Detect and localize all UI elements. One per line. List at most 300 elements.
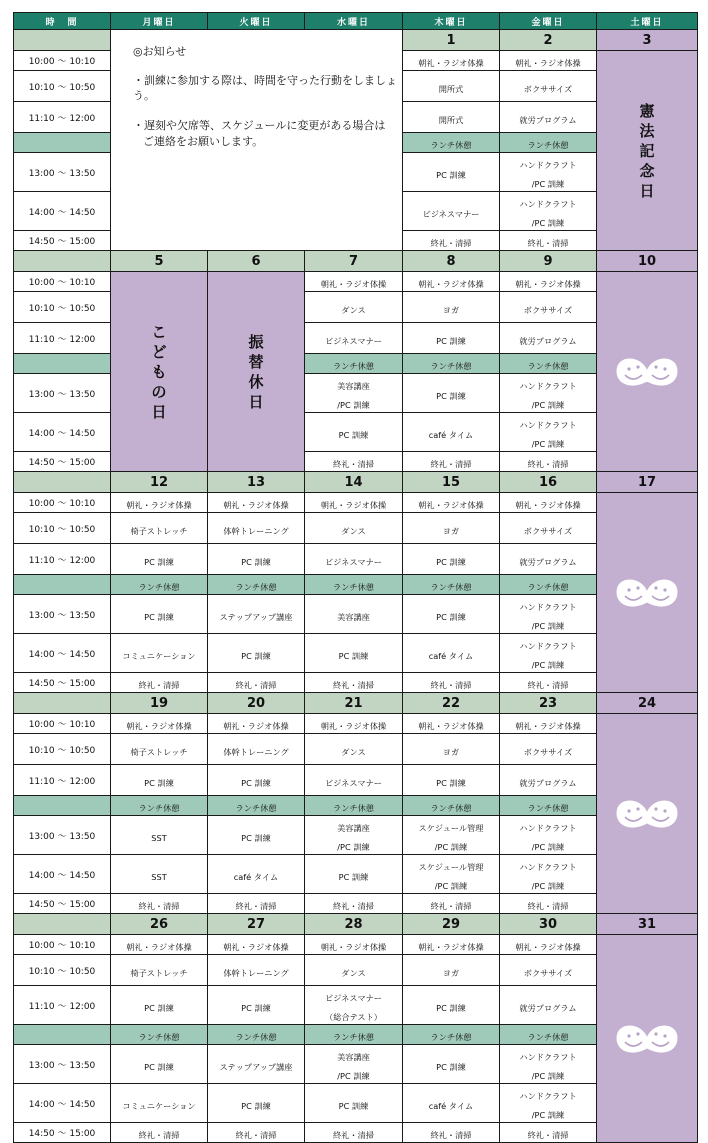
lunch-label: ランチ休憩 (235, 803, 277, 813)
event-label: 終礼・清掃 (235, 1130, 277, 1140)
lunch-cell (305, 575, 403, 595)
schedule-cell (111, 734, 208, 765)
schedule-cell (500, 765, 597, 796)
schedule-cell (305, 323, 403, 354)
event-label: 終礼・清掃 (333, 901, 374, 911)
time-label: 10:10 ～ 10:50 (14, 71, 111, 102)
time-label: 11:10 ～ 12:00 (14, 986, 111, 1025)
event-label: 朝礼・ラジオ体操 (320, 942, 387, 952)
schedule-cell (111, 855, 208, 894)
event-label: PC 訓練 (436, 777, 466, 788)
time-slot-row (14, 955, 698, 986)
lunch-label: ランチ休憩 (430, 1032, 472, 1042)
date-cell: 30 (500, 914, 597, 935)
schedule-cell (305, 955, 403, 986)
schedule-table (13, 12, 698, 1143)
event-label: ダンス (341, 746, 366, 757)
header-time: 時 間 (14, 13, 111, 30)
lunch-cell (403, 354, 500, 374)
time-label: 14:00 ～ 14:50 (14, 192, 111, 231)
event-label: PC 訓練 (241, 1002, 271, 1013)
event-label: 終礼・清掃 (527, 680, 569, 690)
date-cell: 20 (208, 693, 305, 714)
time-label: 13:00 ～ 13:50 (14, 153, 111, 192)
header-sat: 土曜日 (597, 13, 698, 30)
event-label: café タイム (233, 871, 279, 882)
date-cell: 26 (111, 914, 208, 935)
schedule-cell (500, 51, 597, 71)
schedule-cell (305, 595, 403, 634)
event-label: ヨガ (442, 525, 460, 536)
lunch-cell (305, 796, 403, 816)
event-label: ダンス (341, 967, 366, 978)
time-slot-row (14, 1123, 698, 1143)
event-label: 就労プログラム (519, 1002, 577, 1013)
notice-box (111, 30, 403, 251)
event-label: 就労プログラム (519, 114, 577, 125)
event-label: PC 訓練 (436, 390, 466, 401)
schedule-cell (305, 513, 403, 544)
schedule-cell (403, 292, 500, 323)
lunch-label: ランチ休憩 (138, 803, 180, 813)
event-label: ハンドクラフト /PC 訓練 (519, 199, 577, 228)
event-label: 朝礼・ラジオ体操 (223, 721, 289, 731)
event-label: ボクササイズ (523, 83, 573, 94)
schedule-cell (111, 513, 208, 544)
event-label: 朝礼・ラジオ体操 (515, 500, 581, 510)
schedule-cell (500, 1045, 597, 1084)
event-label: PC 訓練 (144, 1002, 174, 1013)
event-label: PC 訓練 (241, 556, 271, 567)
schedule-cell (111, 765, 208, 796)
date-row-time (14, 251, 111, 272)
event-label: 椅子ストレッチ (130, 746, 188, 757)
schedule-cell (403, 544, 500, 575)
time-slot-row (14, 673, 698, 693)
schedule-cell (111, 1084, 208, 1123)
date-cell: 14 (305, 472, 403, 493)
time-label: 10:10 ～ 10:50 (14, 734, 111, 765)
notice-line: ご連絡をお願いします。 (143, 135, 264, 148)
schedule-cell (500, 1123, 597, 1143)
schedule-cell (403, 673, 500, 693)
schedule-cell (111, 816, 208, 855)
event-label: ハンドクラフト /PC 訓練 (519, 823, 577, 852)
date-cell: 23 (500, 693, 597, 714)
event-label: ハンドクラフト /PC 訓練 (519, 381, 577, 410)
event-label: 朝礼・ラジオ体操 (223, 942, 289, 952)
lunch-cell (403, 796, 500, 816)
schedule-cell (305, 734, 403, 765)
event-label: 朝礼・ラジオ体操 (320, 500, 387, 510)
schedule-cell (500, 231, 597, 251)
lunch-cell (111, 1025, 208, 1045)
time-slot-row (14, 765, 698, 796)
event-label: 朝礼・ラジオ体操 (223, 500, 289, 510)
schedule-cell (305, 986, 403, 1025)
time-label: 13:00 ～ 13:50 (14, 595, 111, 634)
time-slot-row (14, 1025, 698, 1045)
event-label: ビジネスマナー （総合テスト） (325, 993, 382, 1022)
time-slot-row (14, 575, 698, 595)
event-label: ビジネスマナー (325, 777, 382, 788)
event-label: 朝礼・ラジオ体操 (320, 279, 387, 289)
event-label: 終礼・清掃 (430, 1130, 472, 1140)
event-label: 朝礼・ラジオ体操 (515, 279, 581, 289)
schedule-cell (403, 1084, 500, 1123)
event-label: 終礼・清掃 (333, 459, 374, 469)
event-label: 体幹トレーニング (223, 746, 289, 757)
time-slot-row (14, 544, 698, 575)
schedule-cell (208, 816, 305, 855)
event-label: 朝礼・ラジオ体操 (418, 500, 484, 510)
schedule-cell (111, 894, 208, 914)
schedule-cell (208, 544, 305, 575)
event-label: 終礼・清掃 (430, 459, 472, 469)
event-label: コミュニケーション (122, 1100, 196, 1111)
schedule-cell (403, 374, 500, 413)
event-label: SST (151, 832, 167, 843)
schedule-cell (305, 673, 403, 693)
event-label: café タイム (428, 429, 474, 440)
event-label: 朝礼・ラジオ体操 (418, 721, 484, 731)
notice-title: ◎お知らせ (133, 45, 187, 58)
event-label: 就労プログラム (519, 335, 577, 346)
schedule-cell (500, 413, 597, 452)
lunch-cell (403, 575, 500, 595)
schedule-cell (500, 374, 597, 413)
event-label: café タイム (428, 1100, 474, 1111)
schedule-cell (403, 734, 500, 765)
time-slot-row (14, 894, 698, 914)
schedule-cell (403, 595, 500, 634)
weekend-cell (597, 714, 698, 914)
schedule-cell (500, 71, 597, 102)
schedule-cell (403, 493, 500, 513)
lunch-cell (500, 575, 597, 595)
event-label: 終礼・清掃 (527, 901, 569, 911)
schedule-cell (305, 855, 403, 894)
schedule-cell (403, 71, 500, 102)
lunch-label: ランチ休憩 (333, 582, 374, 592)
schedule-cell (403, 935, 500, 955)
lunch-cell (305, 1025, 403, 1045)
event-label: ボクササイズ (523, 525, 573, 536)
time-slot-row (14, 714, 698, 734)
time-label: 10:00 ～ 10:10 (14, 272, 111, 292)
time-label: 14:50 ～ 15:00 (14, 894, 111, 914)
date-cell: 1 (403, 30, 500, 51)
header-mon: 月曜日 (111, 13, 208, 30)
time-slot-row (14, 855, 698, 894)
lunch-cell (500, 1025, 597, 1045)
event-label: 椅子ストレッチ (130, 525, 188, 536)
schedule-cell (500, 955, 597, 986)
event-label: ハンドクラフト /PC 訓練 (519, 420, 577, 449)
time-label: 13:00 ～ 13:50 (14, 816, 111, 855)
event-label: PC 訓練 (241, 650, 271, 661)
event-label: 終礼・清掃 (138, 680, 180, 690)
event-label: PC 訓練 (436, 335, 466, 346)
time-label: 13:00 ～ 13:50 (14, 374, 111, 413)
event-label: ハンドクラフト /PC 訓練 (519, 1091, 577, 1120)
event-label: ハンドクラフト /PC 訓練 (519, 641, 577, 670)
date-cell: 15 (403, 472, 500, 493)
notice-line: ・遅刻や欠席等、スケジュールに変更がある場合は (133, 119, 386, 132)
date-cell: 16 (500, 472, 597, 493)
date-cell: 8 (403, 251, 500, 272)
date-cell: 17 (597, 472, 698, 493)
smiling-faces-icon (611, 351, 683, 393)
schedule-cell (500, 734, 597, 765)
time-slot-row (14, 493, 698, 513)
schedule-cell (208, 673, 305, 693)
schedule-cell (500, 544, 597, 575)
schedule-cell (111, 673, 208, 693)
schedule-cell (500, 292, 597, 323)
event-label: 朝礼・ラジオ体操 (126, 942, 192, 952)
date-row-time (14, 30, 111, 51)
time-slot-row (14, 796, 698, 816)
header-thu: 木曜日 (403, 13, 500, 30)
event-label: 美容講座 /PC 訓練 (337, 823, 370, 852)
schedule-cell (305, 1045, 403, 1084)
schedule-cell (500, 513, 597, 544)
time-label: 10:10 ～ 10:50 (14, 955, 111, 986)
date-row-time (14, 472, 111, 493)
event-label: ハンドクラフト /PC 訓練 (519, 160, 577, 189)
time-label: 14:00 ～ 14:50 (14, 855, 111, 894)
date-row (14, 251, 698, 272)
schedule-cell (305, 452, 403, 472)
schedule-cell (403, 634, 500, 673)
time-label: 11:10 ～ 12:00 (14, 102, 111, 133)
schedule-cell (403, 765, 500, 796)
date-cell: 31 (597, 914, 698, 935)
holiday-cell (111, 272, 208, 472)
event-label: 朝礼・ラジオ体操 (418, 942, 484, 952)
holiday-label: こどもの日 (151, 322, 167, 421)
time-slot-row (14, 816, 698, 855)
lunch-label: ランチ休憩 (527, 1032, 569, 1042)
event-label: ハンドクラフト /PC 訓練 (519, 1052, 577, 1081)
date-cell: 6 (208, 251, 305, 272)
event-label: PC 訓練 (338, 871, 369, 882)
schedule-cell (305, 714, 403, 734)
schedule-cell (111, 1123, 208, 1143)
event-label: ダンス (341, 525, 366, 536)
time-label: 11:10 ～ 12:00 (14, 544, 111, 575)
lunch-label: ランチ休憩 (430, 803, 472, 813)
schedule-cell (500, 272, 597, 292)
event-label: 美容講座 (337, 611, 370, 622)
event-label: 椅子ストレッチ (130, 967, 188, 978)
event-label: 終礼・清掃 (430, 238, 472, 248)
schedule-cell (111, 955, 208, 986)
time-slot-row (14, 1084, 698, 1123)
time-label: 14:00 ～ 14:50 (14, 1084, 111, 1123)
event-label: PC 訓練 (241, 832, 271, 843)
schedule-cell (403, 272, 500, 292)
weekend-cell (597, 493, 698, 693)
event-label: 終礼・清掃 (527, 1130, 569, 1140)
date-cell: 21 (305, 693, 403, 714)
event-label: ステップアップ講座 (219, 1061, 293, 1072)
schedule-cell (403, 986, 500, 1025)
schedule-cell (403, 894, 500, 914)
lunch-cell (403, 133, 500, 153)
schedule-cell (403, 855, 500, 894)
date-row (14, 914, 698, 935)
schedule-cell (111, 493, 208, 513)
event-label: 終礼・清掃 (235, 680, 277, 690)
schedule-cell (305, 1084, 403, 1123)
lunch-label: ランチ休憩 (333, 361, 374, 371)
schedule-cell (305, 1123, 403, 1143)
time-slot-row (14, 513, 698, 544)
schedule-cell (403, 231, 500, 251)
schedule-cell (208, 955, 305, 986)
event-label: スケジュール管理 /PC 訓練 (418, 862, 484, 891)
lunch-cell (403, 1025, 500, 1045)
schedule-cell (111, 986, 208, 1025)
schedule-cell (403, 102, 500, 133)
date-row-time (14, 693, 111, 714)
schedule-cell (305, 816, 403, 855)
time-label: 13:00 ～ 13:50 (14, 1045, 111, 1084)
event-label: 終礼・清掃 (430, 901, 472, 911)
event-label: ハンドクラフト /PC 訓練 (519, 602, 577, 631)
date-row (14, 472, 698, 493)
lunch-label: ランチ休憩 (235, 1032, 277, 1042)
event-label: 朝礼・ラジオ体操 (126, 721, 192, 731)
schedule-cell (500, 894, 597, 914)
header-fri: 金曜日 (500, 13, 597, 30)
event-label: PC 訓練 (241, 1100, 271, 1111)
schedule-cell (305, 413, 403, 452)
lunch-cell (500, 133, 597, 153)
time-slot-row (14, 1045, 698, 1084)
time-slot-row (14, 634, 698, 673)
event-label: café タイム (428, 650, 474, 661)
schedule-cell (208, 595, 305, 634)
schedule-cell (305, 935, 403, 955)
schedule-cell (500, 634, 597, 673)
schedule-cell (208, 765, 305, 796)
schedule-cell (403, 714, 500, 734)
time-label: 10:00 ～ 10:10 (14, 493, 111, 513)
schedule-cell (111, 1045, 208, 1084)
event-label: ビジネスマナー (325, 556, 382, 567)
schedule-cell (500, 102, 597, 133)
time-label: 14:50 ～ 15:00 (14, 673, 111, 693)
smiling-faces-icon (611, 572, 683, 614)
lunch-label: ランチ休憩 (333, 803, 374, 813)
event-label: 朝礼・ラジオ体操 (320, 721, 387, 731)
time-label: 10:10 ～ 10:50 (14, 513, 111, 544)
event-label: 終礼・清掃 (333, 1130, 374, 1140)
holiday-cell (208, 272, 305, 472)
date-cell: 5 (111, 251, 208, 272)
date-cell: 3 (597, 30, 698, 51)
schedule-cell (500, 452, 597, 472)
event-label: 朝礼・ラジオ体操 (515, 721, 581, 731)
lunch-label: ランチ休憩 (527, 140, 569, 150)
lunch-label: ランチ休憩 (138, 1032, 180, 1042)
schedule-cell (403, 153, 500, 192)
lunch-label: ランチ休憩 (430, 582, 472, 592)
time-label: 11:10 ～ 12:00 (14, 765, 111, 796)
event-label: 終礼・清掃 (430, 680, 472, 690)
schedule-cell (403, 816, 500, 855)
date-row-time (14, 914, 111, 935)
schedule-cell (305, 634, 403, 673)
event-label: PC 訓練 (144, 777, 174, 788)
event-label: PC 訓練 (144, 556, 174, 567)
event-label: PC 訓練 (338, 1100, 369, 1111)
schedule-cell (500, 935, 597, 955)
schedule-cell (500, 673, 597, 693)
schedule-cell (111, 714, 208, 734)
event-label: PC 訓練 (436, 611, 466, 622)
event-label: 終礼・清掃 (527, 459, 569, 469)
schedule-cell (305, 894, 403, 914)
event-label: 終礼・清掃 (138, 1130, 180, 1140)
schedule-cell (208, 513, 305, 544)
schedule-grid (13, 12, 697, 1143)
schedule-cell (111, 595, 208, 634)
schedule-cell (111, 544, 208, 575)
schedule-cell (500, 714, 597, 734)
schedule-cell (403, 323, 500, 354)
time-label (14, 133, 111, 153)
schedule-cell (403, 955, 500, 986)
lunch-label: ランチ休憩 (527, 361, 569, 371)
smiling-faces-icon (611, 793, 683, 835)
time-slot-row (14, 595, 698, 634)
schedule-cell (305, 374, 403, 413)
lunch-cell (111, 796, 208, 816)
event-label: PC 訓練 (436, 1061, 466, 1072)
schedule-cell (208, 986, 305, 1025)
event-label: 終礼・清掃 (235, 901, 277, 911)
time-label: 10:00 ～ 10:10 (14, 935, 111, 955)
event-label: ダンス (341, 304, 366, 315)
event-label: 朝礼・ラジオ体操 (515, 58, 581, 68)
event-label: PC 訓練 (436, 1002, 466, 1013)
notice-line: ・訓練に参加する際は、時間を守った行動をしましょう。 (133, 74, 397, 102)
header-tue: 火曜日 (208, 13, 305, 30)
schedule-cell (208, 734, 305, 765)
time-label: 14:00 ～ 14:50 (14, 634, 111, 673)
schedule-cell (305, 765, 403, 796)
event-label: コミュニケーション (122, 650, 196, 661)
lunch-cell (500, 796, 597, 816)
holiday-cell (597, 51, 698, 251)
lunch-label: ランチ休憩 (138, 582, 180, 592)
schedule-cell (403, 1045, 500, 1084)
time-label: 11:10 ～ 12:00 (14, 323, 111, 354)
schedule-cell (500, 986, 597, 1025)
event-label: 終礼・清掃 (333, 680, 374, 690)
schedule-cell (208, 1045, 305, 1084)
lunch-cell (208, 796, 305, 816)
event-label: 朝礼・ラジオ体操 (515, 942, 581, 952)
weekend-cell (597, 935, 698, 1143)
event-label: ボクササイズ (523, 304, 573, 315)
lunch-label: ランチ休憩 (527, 582, 569, 592)
time-label: 14:50 ～ 15:00 (14, 1123, 111, 1143)
